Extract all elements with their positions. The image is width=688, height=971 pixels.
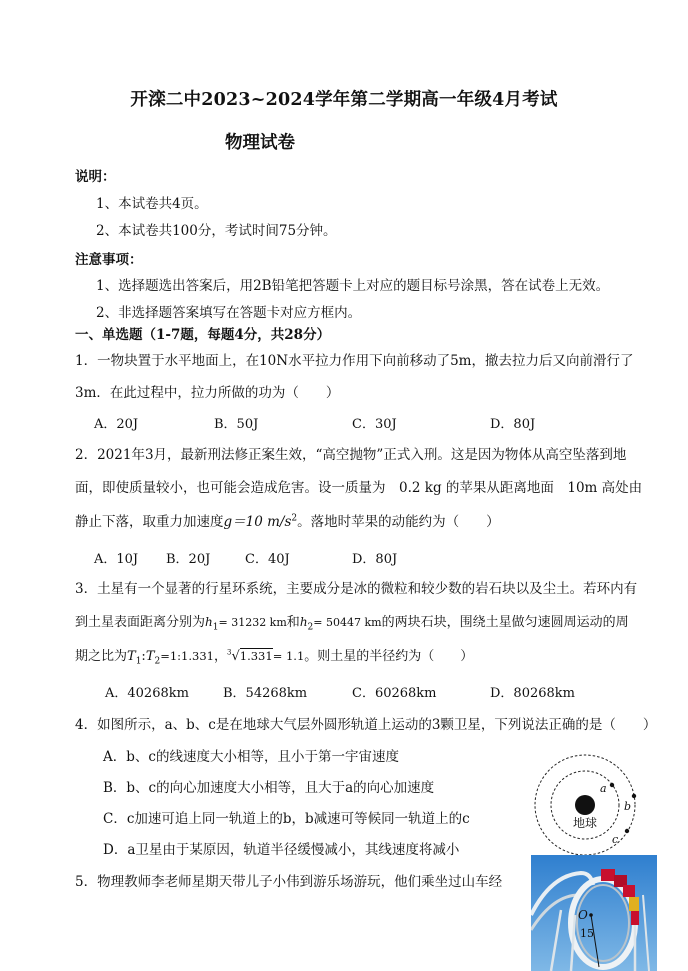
q3-line-1: 3．土星有一个显著的行星环系统，主要成分是冰的微粒和较少数的岩石块以及尘土。若环内有 bbox=[75, 581, 638, 597]
q1-option-d[interactable]: D．80J bbox=[490, 417, 536, 432]
q3-t2-subscript: 2 bbox=[154, 656, 161, 667]
q3-line-2-start: 到土星表面距离分别为 bbox=[75, 615, 206, 630]
q2-options bbox=[0, 548, 688, 568]
q4-option-c[interactable]: C．c加速可追上同一轨道上的b，b减速可等候同一轨道上的c bbox=[103, 811, 470, 827]
q3-h1-value: = 31232 km bbox=[218, 616, 287, 629]
q3-option-a[interactable]: A．40268km bbox=[105, 686, 189, 701]
q5-stem: 5．物理教师李老师星期天带儿子小伟到游乐场游玩，他们乘坐过山车经 bbox=[75, 874, 503, 890]
q2-option-b[interactable]: B．20J bbox=[166, 552, 211, 567]
q3-t2-symbol: T bbox=[145, 649, 155, 664]
q2-option-c[interactable]: C．40J bbox=[245, 552, 290, 567]
coaster-car-5 bbox=[631, 911, 639, 925]
q3-ratio: =1:1.331 bbox=[160, 649, 214, 663]
earth-label: 地球 bbox=[572, 816, 598, 830]
q1-option-a[interactable]: A．20J bbox=[94, 417, 139, 432]
q4-option-b[interactable]: B．b、c的向心加速度大小相等，且大于a的向心加速度 bbox=[103, 780, 435, 796]
q3-root-value: = 1.1 bbox=[272, 649, 305, 663]
q2-line-3-end: 。落地时苹果的动能约为（ ） bbox=[297, 514, 500, 530]
section-heading: 一、单选题（1-7题，每题4分，共28分） bbox=[75, 327, 331, 343]
attention-item-1: 1、选择题选出答案后，用2B铅笔把答题卡上对应的题目标号涂黑，答在试卷上无效。 bbox=[96, 278, 610, 294]
q3-t1-symbol: T bbox=[127, 649, 136, 664]
q3-option-b[interactable]: B．54268km bbox=[223, 686, 308, 701]
q1-option-c[interactable]: C．30J bbox=[352, 417, 397, 432]
note-item-2: 2、本试卷共100分，考试时间75分钟。 bbox=[96, 223, 337, 239]
satellite-a-label: a bbox=[600, 782, 607, 795]
q3-radicand: 1.331 bbox=[239, 649, 273, 663]
exam-subtitle: 物理试卷 bbox=[225, 133, 295, 153]
coaster-car-1 bbox=[601, 869, 615, 881]
q2-line-3-start: 静止下落，取重力加速度 bbox=[75, 514, 224, 530]
q3-separator: ， bbox=[213, 649, 227, 664]
attention-label: 注意事项： bbox=[75, 252, 143, 268]
q3-h1-subscript: 1 bbox=[212, 622, 219, 633]
q3-line-2 bbox=[75, 611, 629, 633]
q3-line-3 bbox=[75, 645, 473, 667]
orbit-diagram bbox=[528, 752, 644, 857]
q3-root-sign: √ bbox=[231, 649, 240, 664]
q3-line-3-start: 期之比为 bbox=[75, 649, 128, 664]
roller-coaster-photo bbox=[531, 855, 657, 971]
q3-colon: : bbox=[141, 649, 146, 664]
q2-g-expression: g＝10 m/s bbox=[223, 514, 292, 530]
q2-line-2: 面，即使质量较小，也可能会造成危害。设一质量为 0.2 kg 的苹果从距离地面 10m 高处由 bbox=[75, 480, 643, 496]
q2-line-1: 2．2021年3月，最新刑法修正案生效，“高空抛物”正式入刑。这是因为物体从高空坠落到地 bbox=[75, 447, 627, 463]
q3-options bbox=[0, 682, 688, 702]
q2-exponent: 2 bbox=[291, 513, 298, 524]
coaster-car-3 bbox=[623, 885, 635, 897]
q3-h2-symbol: h bbox=[299, 615, 308, 629]
q3-h2-value: = 50447 km bbox=[313, 616, 382, 629]
exam-title: 开滦二中2023~2024学年第二学期高一年级4月考试 bbox=[130, 90, 558, 110]
coaster-car-4 bbox=[629, 897, 639, 911]
q3-t1-subscript: 1 bbox=[135, 656, 142, 667]
q4-option-d[interactable]: D．a卫星由于某原因，轨道半径缓慢减小，其线速度将减小 bbox=[103, 842, 460, 858]
q2-option-a[interactable]: A．10J bbox=[94, 552, 139, 567]
center-label: O bbox=[578, 908, 588, 922]
q1-option-b[interactable]: B．50J bbox=[214, 417, 259, 432]
q3-root-index: 3 bbox=[226, 648, 232, 657]
q1-options bbox=[0, 413, 688, 433]
q3-h2-subscript: 2 bbox=[307, 622, 314, 633]
q3-line-3-end: 。则土星的半径约为（ ） bbox=[304, 649, 474, 664]
satellite-c-icon bbox=[625, 829, 629, 833]
q3-option-d[interactable]: D．80268km bbox=[490, 686, 575, 701]
q1-line-1: 1．一物块置于水平地面上，在10N水平拉力作用下向前移动了5m，撤去拉力后又向前滑行了 bbox=[75, 353, 634, 369]
q4-stem: 4．如图所示，a、b、c是在地球大气层外圆形轨道上运动的3颗卫星，下列说法正确的是（ ） bbox=[75, 717, 657, 733]
q3-option-c[interactable]: C．60268km bbox=[352, 686, 437, 701]
attention-item-2: 2、非选择题答案填写在答题卡对应方框内。 bbox=[96, 305, 362, 321]
q3-line-2-end: 的两块石块，围绕土星做匀速圆周运动的周 bbox=[381, 615, 629, 630]
satellite-b-icon bbox=[632, 794, 636, 798]
satellite-a-icon bbox=[610, 783, 614, 787]
q3-line-2-and: 和 bbox=[286, 615, 300, 630]
radius-label: 15 bbox=[580, 927, 594, 940]
q2-option-d[interactable]: D．80J bbox=[352, 552, 398, 567]
satellite-c-label: c bbox=[612, 833, 619, 846]
q2-line-3 bbox=[75, 510, 500, 530]
center-point bbox=[589, 913, 593, 917]
notes-label: 说明： bbox=[75, 169, 116, 185]
q3-h1-symbol: h bbox=[205, 615, 213, 629]
q1-line-2: 3m．在此过程中，拉力所做的功为（ ） bbox=[75, 385, 340, 401]
satellite-b-label: b bbox=[624, 800, 632, 813]
note-item-1: 1、本试卷共4页。 bbox=[96, 196, 208, 212]
earth-icon bbox=[575, 795, 595, 815]
q4-option-a[interactable]: A．b、c的线速度大小相等，且小于第一宇宙速度 bbox=[103, 749, 399, 765]
